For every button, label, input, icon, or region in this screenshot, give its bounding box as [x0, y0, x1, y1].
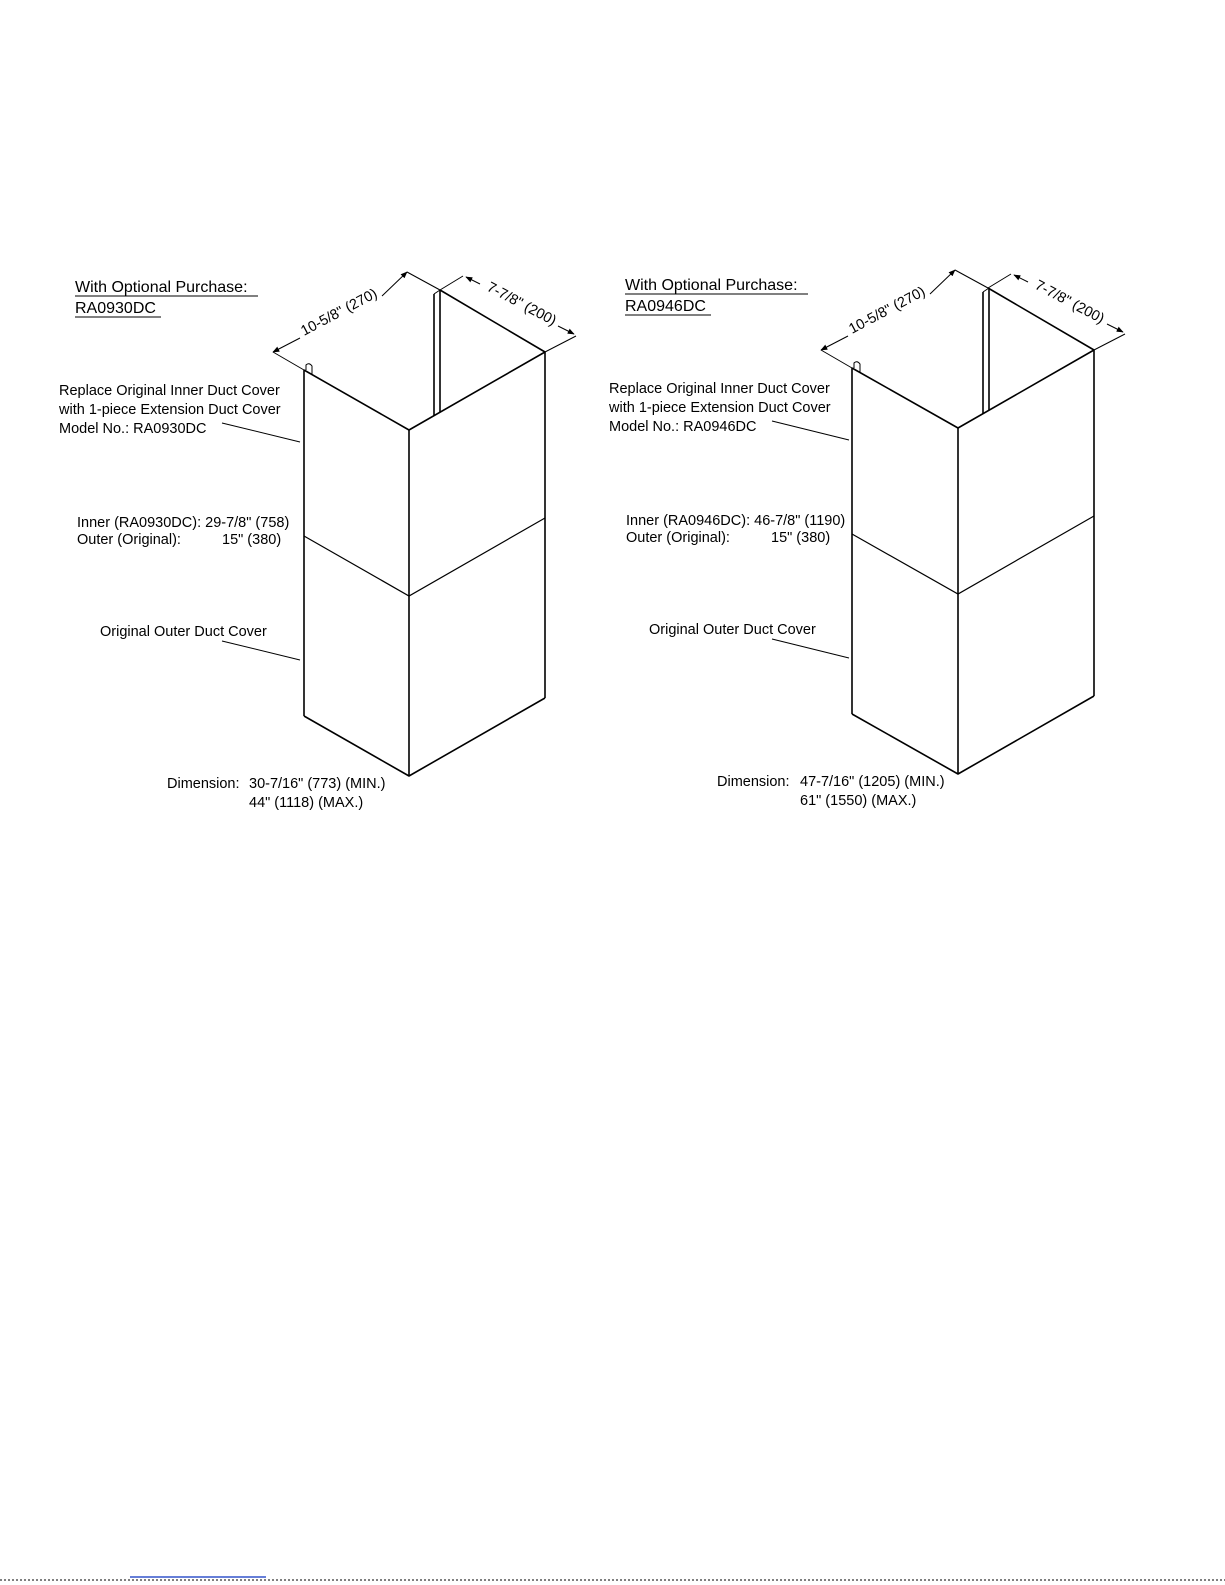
width-dimension-label: 10-5/8" (270) — [846, 283, 929, 338]
depth-dimension — [988, 274, 1125, 350]
outer-label: Outer (Original): — [626, 530, 730, 546]
inner-label: Inner (RA0930DC): 29-7/8" (758) — [77, 515, 290, 531]
dimension-label: Dimension: — [167, 776, 240, 792]
replace-line2: with 1-piece Extension Duct Cover — [609, 400, 831, 416]
replace-leader — [772, 421, 849, 440]
heading-model: RA0946DC — [625, 298, 706, 315]
dimension-max: 61" (1550) (MAX.) — [800, 793, 917, 809]
outer-cover-label: Original Outer Duct Cover — [649, 622, 816, 638]
width-dimension — [273, 272, 440, 370]
dimension-max: 44" (1118) (MAX.) — [249, 795, 364, 811]
depth-dimension-label: 7-7/8" (200) — [484, 279, 559, 330]
width-dimension — [821, 270, 988, 368]
heading-line1: With Optional Purchase: — [75, 279, 248, 296]
heading-line1: With Optional Purchase: — [625, 277, 798, 294]
depth-dimension — [440, 276, 576, 352]
page-footer-rule — [0, 1577, 1225, 1580]
duct-cover-box — [852, 288, 1094, 774]
outer-value: 15" (380) — [222, 532, 282, 548]
replace-line1: Replace Original Inner Duct Cover — [609, 381, 830, 397]
dimension-min: 30-7/16" (773) (MIN.) — [249, 776, 386, 792]
outer-label: Outer (Original): — [77, 532, 181, 548]
replace-line1: Replace Original Inner Duct Cover — [59, 383, 280, 399]
depth-dimension-label: 7-7/8" (200) — [1032, 277, 1107, 328]
heading-model: RA0930DC — [75, 300, 156, 317]
duct-cover-box — [304, 290, 545, 776]
dimension-label: Dimension: — [717, 774, 790, 790]
replace-line3: Model No.: RA0946DC — [609, 419, 757, 435]
diagram-ra0946dc — [608, 270, 1125, 809]
replace-line3: Model No.: RA0930DC — [59, 421, 207, 437]
outer-value: 15" (380) — [771, 530, 831, 546]
outer-cover-label: Original Outer Duct Cover — [100, 624, 267, 640]
inner-label: Inner (RA0946DC): 46-7/8" (1190) — [626, 513, 846, 529]
diagram-ra0930dc — [58, 272, 576, 811]
outer-cover-leader — [772, 639, 849, 658]
outer-cover-leader — [222, 641, 300, 660]
replace-line2: with 1-piece Extension Duct Cover — [59, 402, 281, 418]
dimension-min: 47-7/16" (1205) (MIN.) — [800, 774, 945, 790]
replace-leader — [222, 423, 300, 442]
width-dimension-label: 10-5/8" (270) — [298, 285, 381, 340]
